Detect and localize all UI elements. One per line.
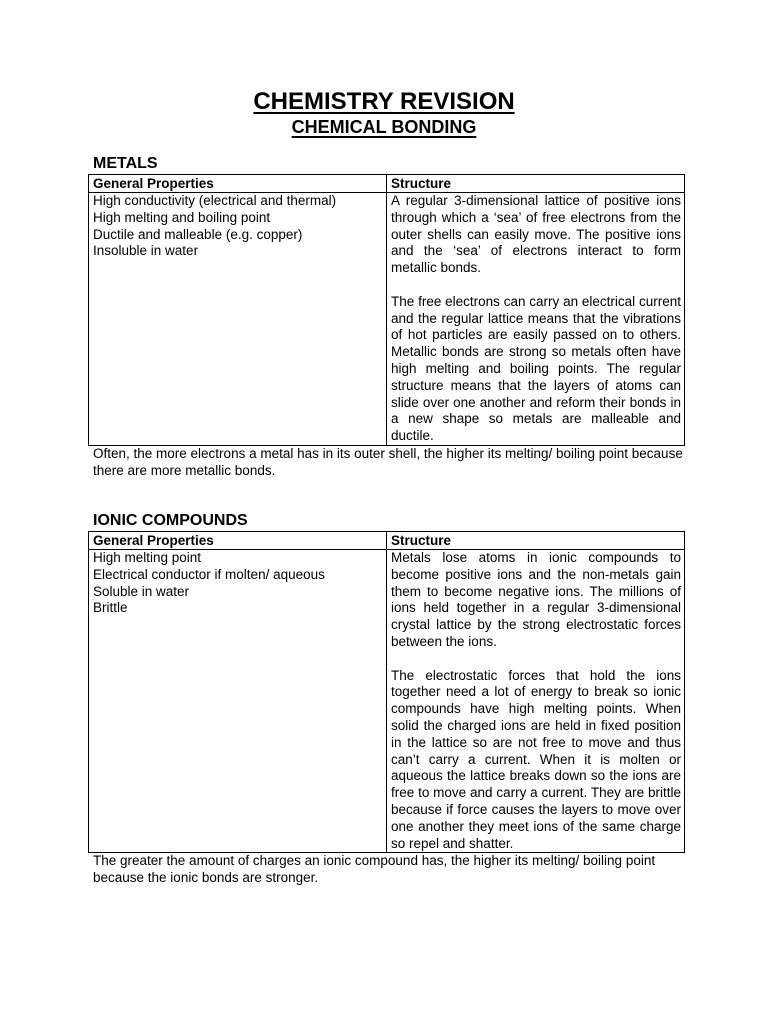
column-header-properties: General Properties <box>89 175 387 193</box>
structure-paragraph: A regular 3-dimensional lattice of positive ions through which a ‘sea’ of free electrons from the outer shells can easily move. The positive ions and the ‘sea’ of electrons interact to form metallic bonds. <box>391 193 681 276</box>
section-metals <box>88 154 684 480</box>
metals-table <box>88 174 685 446</box>
property-item: Insoluble in water <box>93 243 199 259</box>
table-header-row <box>89 175 685 193</box>
ionic-table <box>88 531 685 853</box>
table-row <box>89 193 685 446</box>
column-header-structure: Structure <box>387 532 685 550</box>
section-heading-metals: METALS <box>93 155 158 172</box>
structure-cell <box>387 550 685 853</box>
property-item: Ductile and malleable (e.g. copper) <box>93 226 303 242</box>
property-item: High conductivity (electrical and thermal) <box>93 193 337 208</box>
paragraph-gap <box>391 277 681 294</box>
properties-cell <box>89 550 387 853</box>
column-header-properties: General Properties <box>89 532 387 550</box>
column-header-structure: Structure <box>387 175 685 193</box>
section-ionic-compounds <box>88 511 684 887</box>
table-row <box>89 550 685 853</box>
property-item: Electrical conductor if molten/ aqueous <box>93 566 325 582</box>
structure-paragraph: The electrostatic forces that hold the ions together need a lot of energy to break so ionic compounds have high melting points. When solid the charged ions are held in fixed position in the lattice so are not free to move and thus can’t carry a current. When it is molten or aqueous the lattice breaks down so the ions are free to move and carry a current. They are brittle because if force causes the layers to move over one another they meet ions of the same charge so repel and shatter. <box>391 667 681 851</box>
page-title: CHEMISTRY REVISION <box>253 88 515 115</box>
property-item: High melting and boiling point <box>93 209 271 225</box>
property-item: Soluble in water <box>93 583 190 599</box>
paragraph-gap <box>391 651 681 668</box>
section-note-ionic: The greater the amount of charges an ionic compound has, the higher its melting/ boiling point because the ionic bonds are stronger. <box>93 853 656 886</box>
section-heading-ionic: IONIC COMPOUNDS <box>93 512 248 529</box>
table-header-row <box>89 532 685 550</box>
page-subtitle: CHEMICAL BONDING <box>291 117 477 137</box>
properties-cell <box>89 193 387 446</box>
structure-paragraph: Metals lose atoms in ionic compounds to become positive ions and the non-metals gain them to become negative ions. The millions of ions held together in a regular 3-dimensional crystal lattice by the strong electrostatic forces between the ions. <box>391 550 681 649</box>
property-item: Brittle <box>93 600 128 616</box>
structure-cell <box>387 193 685 446</box>
property-item: High melting point <box>93 550 202 565</box>
structure-paragraph: The free electrons can carry an electrical current and the regular lattice means that the vibrations of hot particles are easily passed on to others. Metallic bonds are strong so metals often have high melting and boiling points. The regular structure means that the layers of atoms can slide over one another and reform their bonds in a new shape so metals are malleable and ductile. <box>391 293 681 444</box>
section-note-metals: Often, the more electrons a metal has in its outer shell, the higher its melting/ boiling point because there are more metallic bonds. <box>93 445 683 478</box>
